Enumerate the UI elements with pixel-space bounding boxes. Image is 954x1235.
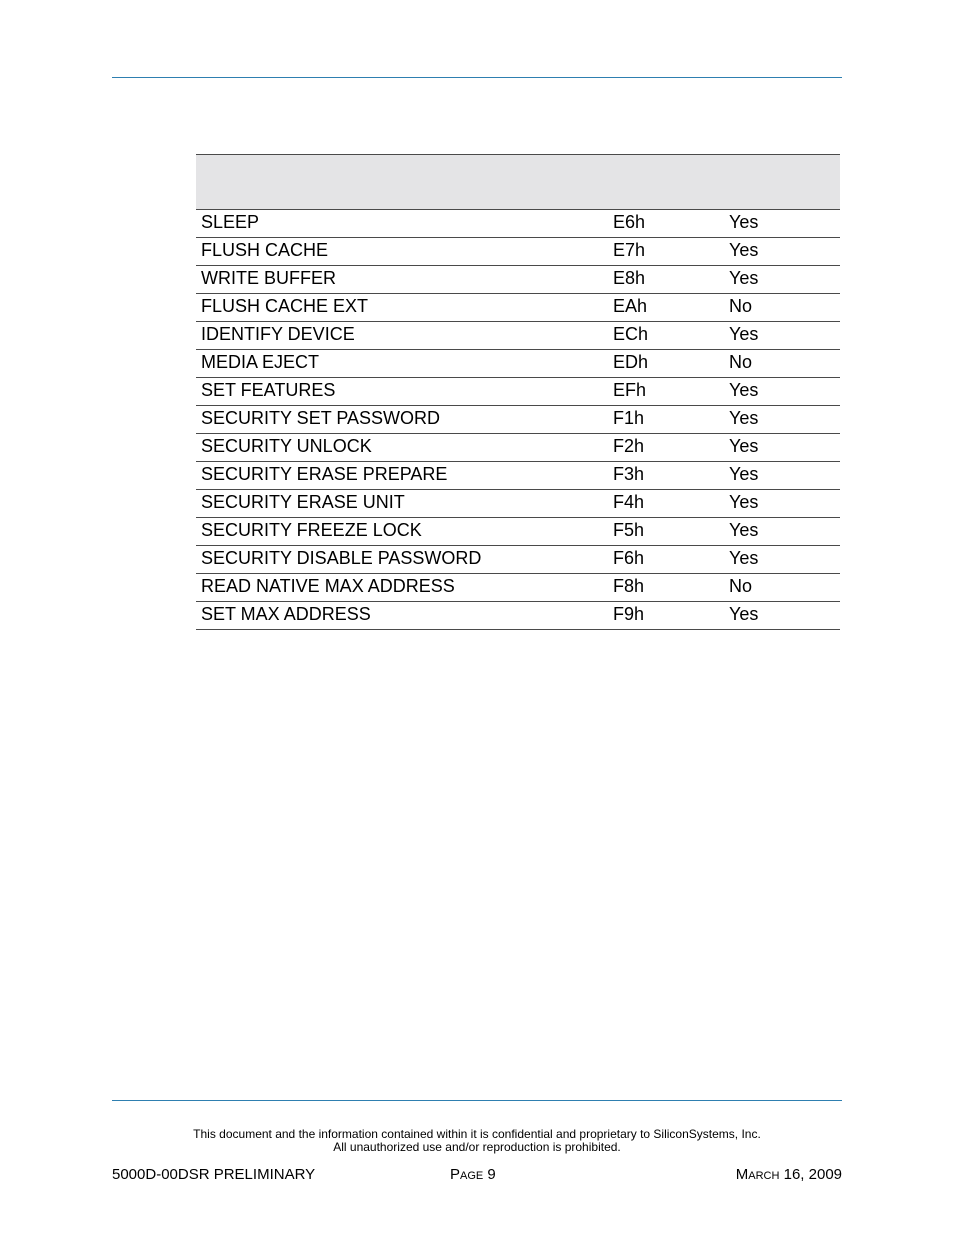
table-row bbox=[196, 462, 840, 490]
table-row bbox=[196, 434, 840, 462]
opcode-cell: F2h bbox=[613, 436, 645, 456]
command-cell: SET MAX ADDRESS bbox=[201, 604, 371, 624]
opcode-cell: F1h bbox=[613, 408, 645, 428]
supported-cell: Yes bbox=[729, 436, 759, 456]
opcode-cell: F6h bbox=[613, 548, 645, 568]
page-number: PAGE 9 bbox=[450, 1166, 496, 1183]
table-row bbox=[196, 238, 840, 266]
table-header bbox=[196, 154, 840, 210]
opcode-cell: F8h bbox=[613, 576, 645, 596]
table-row bbox=[196, 350, 840, 378]
supported-cell: Yes bbox=[729, 548, 759, 568]
opcode-cell: E8h bbox=[613, 268, 646, 288]
table-row bbox=[196, 322, 840, 350]
supported-cell: Yes bbox=[729, 408, 759, 428]
command-cell: IDENTIFY DEVICE bbox=[201, 324, 355, 344]
table-row bbox=[196, 574, 840, 602]
footer-rule bbox=[112, 1100, 842, 1101]
command-cell: SET FEATURES bbox=[201, 380, 336, 400]
supported-cell: No bbox=[729, 296, 753, 316]
supported-cell: Yes bbox=[729, 212, 759, 232]
notice-line-2: All unauthorized use and/or reproduction is prohibited. bbox=[333, 1140, 621, 1154]
opcode-cell: EDh bbox=[613, 352, 649, 372]
table-row bbox=[196, 602, 840, 630]
supported-cell: Yes bbox=[729, 604, 759, 624]
opcode-cell: EAh bbox=[613, 296, 648, 316]
supported-cell: Yes bbox=[729, 268, 759, 288]
supported-cell: Yes bbox=[729, 324, 759, 344]
table-row bbox=[196, 490, 840, 518]
supported-cell: No bbox=[729, 352, 753, 372]
supported-cell: Yes bbox=[729, 380, 759, 400]
command-cell: SLEEP bbox=[201, 212, 260, 232]
command-table bbox=[196, 154, 840, 630]
table-body bbox=[196, 210, 840, 630]
command-cell: FLUSH CACHE EXT bbox=[201, 296, 369, 316]
supported-cell: No bbox=[729, 576, 753, 596]
table-row bbox=[196, 378, 840, 406]
opcode-cell: F4h bbox=[613, 492, 645, 512]
command-cell: SECURITY SET PASSWORD bbox=[201, 408, 441, 428]
command-cell: SECURITY FREEZE LOCK bbox=[201, 520, 422, 540]
command-cell: FLUSH CACHE bbox=[201, 240, 329, 260]
opcode-cell: F5h bbox=[613, 520, 645, 540]
confidentiality-notice bbox=[0, 1128, 954, 1154]
supported-cell: Yes bbox=[729, 520, 759, 540]
supported-cell: Yes bbox=[729, 464, 759, 484]
table-row bbox=[196, 546, 840, 574]
table-row bbox=[196, 294, 840, 322]
supported-cell: Yes bbox=[729, 240, 759, 260]
command-cell: SECURITY UNLOCK bbox=[201, 436, 372, 456]
opcode-cell: EFh bbox=[613, 380, 647, 400]
command-cell: SECURITY DISABLE PASSWORD bbox=[201, 548, 482, 568]
table-row bbox=[196, 210, 840, 238]
opcode-cell: ECh bbox=[613, 324, 649, 344]
opcode-cell: E6h bbox=[613, 212, 646, 232]
opcode-cell: F9h bbox=[613, 604, 645, 624]
document-date: MARCH 16, 2009 bbox=[735, 1166, 842, 1183]
supported-cell: Yes bbox=[729, 492, 759, 512]
table-row bbox=[196, 518, 840, 546]
command-cell: WRITE BUFFER bbox=[201, 268, 336, 288]
opcode-cell: F3h bbox=[613, 464, 645, 484]
notice-line-1: This document and the information contained within it is confidential and proprietary to SiliconSystems, Inc. bbox=[193, 1127, 761, 1141]
document-id: 5000D-00DSR PRELIMINARY bbox=[112, 1166, 316, 1183]
table-row bbox=[196, 266, 840, 294]
command-cell: MEDIA EJECT bbox=[201, 352, 320, 372]
command-cell: READ NATIVE MAX ADDRESS bbox=[201, 576, 455, 596]
table-row bbox=[196, 406, 840, 434]
header-rule bbox=[112, 77, 842, 78]
command-cell: SECURITY ERASE PREPARE bbox=[201, 464, 448, 484]
opcode-cell: E7h bbox=[613, 240, 646, 260]
command-cell: SECURITY ERASE UNIT bbox=[201, 492, 405, 512]
